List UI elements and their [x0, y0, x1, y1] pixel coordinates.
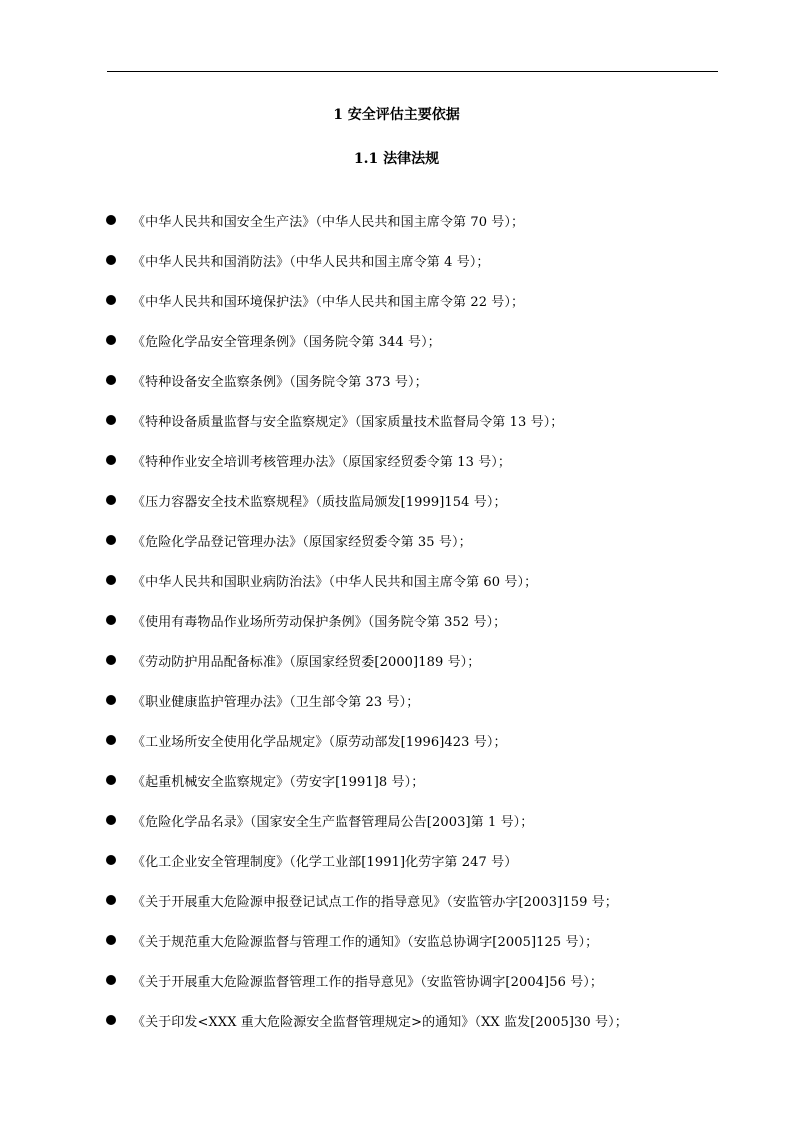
- list-item-text: 《使用有毒物品作业场所劳动保护条例》（国务院令第 352 号）；: [132, 614, 507, 630]
- list-item-text: 《中华人民共和国职业病防治法》（中华人民共和国主席令第 60 号）；: [132, 574, 538, 590]
- bullet-icon: [106, 535, 116, 545]
- list-item: [106, 360, 628, 400]
- bullet-icon: [106, 255, 116, 265]
- list-item-text: 《中华人民共和国消防法》（中华人民共和国主席令第 4 号）；: [132, 254, 490, 270]
- section-heading: 1 安全评估主要依据: [333, 107, 460, 123]
- list-item-text: 《职业健康监护管理办法》（卫生部令第 23 号）；: [132, 694, 420, 710]
- list-item: [106, 840, 628, 880]
- list-item: [106, 240, 628, 280]
- bullet-icon: [106, 895, 116, 905]
- bullet-icon: [106, 295, 116, 305]
- list-item-text: 《特种作业安全培训考核管理办法》（原国家经贸委令第 13 号）；: [132, 454, 512, 470]
- list-item-text: 《危险化学品安全管理条例》（国务院令第 344 号）；: [132, 334, 441, 350]
- bullet-icon: [106, 695, 116, 705]
- list-item-text: 《关于开展重大危险源监督管理工作的指导意见》（安监管协调字[2004]56 号）；: [132, 974, 604, 990]
- bullet-icon: [106, 775, 116, 785]
- list-item: [106, 680, 628, 720]
- bullet-icon: [106, 975, 116, 985]
- bullet-icon: [106, 575, 116, 585]
- subsection-heading: 1.1 法律法规: [353, 151, 440, 167]
- list-item: [106, 800, 628, 840]
- list-item-text: 《化工企业安全管理制度》（化学工业部[1991]化劳字第 247 号）: [132, 854, 518, 870]
- list-item-text: 《工业场所安全使用化学品规定》（原劳动部发[1996]423 号）；: [132, 734, 507, 750]
- list-item: [106, 320, 628, 360]
- list-item: [106, 880, 628, 920]
- list-item-text: 《危险化学品登记管理办法》（原国家经贸委令第 35 号）；: [132, 534, 472, 550]
- bullet-icon: [106, 1015, 116, 1025]
- bullet-icon: [106, 735, 116, 745]
- list-item: [106, 1000, 628, 1040]
- list-item-text: 《特种设备质量监督与安全监察规定》（国家质量技术监督局令第 13 号）；: [132, 414, 564, 430]
- bullet-icon: [106, 375, 116, 385]
- bullet-icon: [106, 215, 116, 225]
- list-item-text: 《劳动防护用品配备标准》（原国家经贸委[2000]189 号）；: [132, 654, 481, 670]
- list-item: [106, 720, 628, 760]
- bullet-icon: [106, 615, 116, 625]
- bullet-icon: [106, 495, 116, 505]
- header-rule: [107, 71, 718, 72]
- bullet-icon: [106, 415, 116, 425]
- list-item-text: 《危险化学品名录》（国家安全生产监督管理局公告[2003]第 1 号）；: [132, 814, 534, 830]
- list-item-text: 《关于印发<XXX 重大危险源安全监督管理规定>的通知》（XX 监发[2005]30 号）；: [132, 1014, 628, 1030]
- list-item: [106, 920, 628, 960]
- bullet-icon: [106, 855, 116, 865]
- list-item: [106, 480, 628, 520]
- bullet-icon: [106, 655, 116, 665]
- list-item: [106, 520, 628, 560]
- list-item: [106, 560, 628, 600]
- bullet-icon: [106, 455, 116, 465]
- list-item: [106, 640, 628, 680]
- list-item-text: 《中华人民共和国环境保护法》（中华人民共和国主席令第 22 号）；: [132, 294, 525, 310]
- list-item: [106, 760, 628, 800]
- list-item-text: 《特种设备安全监察条例》（国务院令第 373 号）；: [132, 374, 428, 390]
- regulation-list: [106, 200, 628, 1040]
- list-item-text: 《关于规范重大危险源监督与管理工作的通知》（安监总协调字[2005]125 号）；: [132, 934, 599, 950]
- bullet-icon: [106, 815, 116, 825]
- list-item: [106, 960, 628, 1000]
- list-item: [106, 600, 628, 640]
- bullet-icon: [106, 935, 116, 945]
- list-item: [106, 200, 628, 240]
- list-item-text: 《关于开展重大危险源申报登记试点工作的指导意见》（安监管办字[2003]159 号；: [132, 894, 618, 910]
- list-item-text: 《起重机械安全监察规定》（劳安字[1991]8 号）；: [132, 774, 425, 790]
- list-item-text: 《压力容器安全技术监察规程》（质技监局颁发[1999]154 号）；: [132, 494, 507, 510]
- list-item: [106, 280, 628, 320]
- list-item: [106, 400, 628, 440]
- list-item-text: 《中华人民共和国安全生产法》（中华人民共和国主席令第 70 号）；: [132, 214, 525, 230]
- bullet-icon: [106, 335, 116, 345]
- list-item: [106, 440, 628, 480]
